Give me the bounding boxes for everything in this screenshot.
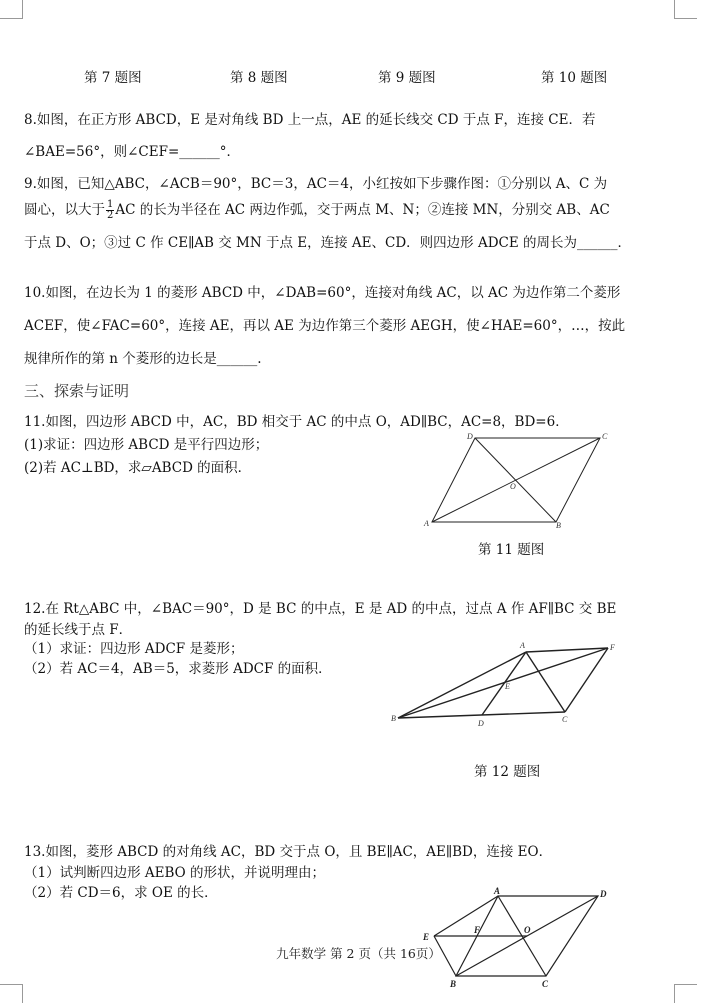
q9-line-3: 于点 D、O；③过 C 作 CE∥AB 交 MN 于点 E，连接 AE、CD．则四边形 ADCE 的周长为______．	[24, 235, 632, 251]
corner-mark-bottom-left	[0, 984, 23, 1003]
q8-line-1: 8.如图，在正方形 ABCD，E 是对角线 BD 上一点，AE 的延长线交 CD 于点 F，连接 CE．若	[24, 112, 596, 128]
fig12-label-d: D	[478, 719, 484, 728]
q9-line-2-pre: 圆心，以大于	[24, 202, 105, 218]
fig12-label-e: E	[505, 682, 510, 691]
caption-figure-8: 第 8 题图	[230, 70, 288, 86]
fig13-label-e: E	[423, 932, 430, 942]
caption-figure-12: 第 12 题图	[474, 764, 541, 780]
corner-mark-top-right	[674, 0, 697, 19]
q8-line-2: ∠BAE=56°，则∠CEF=______°．	[24, 144, 240, 160]
fraction-denominator: 2	[107, 210, 114, 221]
fig11-label-a: A	[424, 519, 429, 528]
q10-line-1: 10.如图，在边长为 1 的菱形 ABCD 中，∠DAB=60°，连接对角线 AC，以 AC 为边作第二个菱形	[24, 285, 621, 301]
fig11-label-d: D	[467, 432, 473, 441]
q12-line-2: 的延长线于点 F．	[24, 622, 133, 638]
fig13-label-c: C	[542, 979, 549, 989]
fig12-label-f: F	[610, 643, 615, 652]
fig13-label-b: B	[450, 979, 457, 989]
q12-line-4: （2）若 AC＝4，AB＝5，求菱形 ADCF 的面积．	[24, 661, 332, 677]
fig12-segment-ac	[526, 652, 565, 712]
fraction-one-half	[106, 200, 114, 221]
fig12-segment-fc	[565, 648, 608, 712]
corner-mark-top-left	[0, 0, 23, 19]
q12-line-1: 12.在 Rt△ABC 中，∠BAC＝90°，D 是 BC 的中点，E 是 AD 的中点，过点 A 作 AF∥BC 交 BE	[24, 601, 617, 617]
fig12-label-c: C	[562, 715, 568, 724]
q13-line-2: （1）试判断四边形 AEBO 的形状，并说明理由；	[24, 865, 326, 881]
fig13-label-d: D	[600, 889, 607, 899]
q11-line-1: 11.如图，四边形 ABCD 中，AC，BD 相交于 AC 的中点 O，AD∥BC，AC=8，BD=6．	[24, 414, 569, 430]
fig11-label-c: C	[602, 432, 608, 441]
q13-line-1: 13.如图，菱形 ABCD 的对角线 AC，BD 交于点 O，且 BE∥AC，AE∥BD，连接 EO．	[24, 844, 553, 860]
q12-line-3: （1）求证：四边形 ADCF 是菱形；	[24, 641, 244, 657]
fraction-numerator: 1	[107, 199, 114, 210]
fig12-label-a: A	[520, 641, 525, 650]
q9-line-1: 9.如图，已知△ABC，∠ACB＝90°，BC＝3，AC＝4，小红按如下步骤作图：①分别以 A、C 为	[24, 176, 608, 192]
q9-line-2	[24, 198, 610, 221]
figure-12-rhombus	[390, 640, 620, 730]
fig12-label-b: B	[391, 714, 396, 723]
page-footer: 九年数学 第 2 页（共 16页）	[276, 946, 441, 961]
fig12-segment-ad	[482, 652, 526, 715]
fig13-segment-ea	[434, 896, 498, 936]
caption-figure-10: 第 10 题图	[541, 70, 608, 86]
q13-line-3: （2）若 CD＝6，求 OE 的长．	[24, 885, 218, 901]
caption-figure-7: 第 7 题图	[84, 70, 142, 86]
q11-line-2: (1)求证：四边形 ABCD 是平行四边形；	[24, 437, 269, 453]
fig12-segment-bc	[398, 712, 565, 718]
caption-figure-9: 第 9 题图	[378, 70, 436, 86]
fig12-segment-bf	[398, 648, 608, 718]
q9-line-2-post: AC 的长为半径在 AC 两边作弧，交于两点 M、N；②连接 MN，分别交 AB、AC	[115, 202, 610, 218]
fig13-label-f: F	[474, 925, 481, 935]
q10-line-2: ACEF，使∠FAC=60°，连接 AE，再以 AE 为边作第三个菱形 AEGH，使∠HAE=60°，…，按此	[24, 318, 626, 334]
section-title: 三、探索与证明	[24, 382, 130, 400]
q11-line-3: (2)若 AC⊥BD，求▱ABCD 的面积．	[24, 460, 252, 476]
figure-11-parallelogram	[420, 428, 620, 532]
figure-13-rhombus	[420, 884, 620, 990]
q10-line-3: 规律所作的第 n 个菱形的边长是______.	[24, 351, 262, 367]
fig11-label-o: O	[510, 482, 516, 491]
fig13-label-o: O	[524, 925, 531, 935]
fig11-label-b: B	[556, 521, 561, 530]
caption-figure-11: 第 11 题图	[478, 542, 545, 558]
fig11-diagonal-bd	[475, 438, 556, 522]
corner-mark-bottom-right	[674, 984, 697, 1003]
fig13-label-a: A	[494, 886, 501, 896]
